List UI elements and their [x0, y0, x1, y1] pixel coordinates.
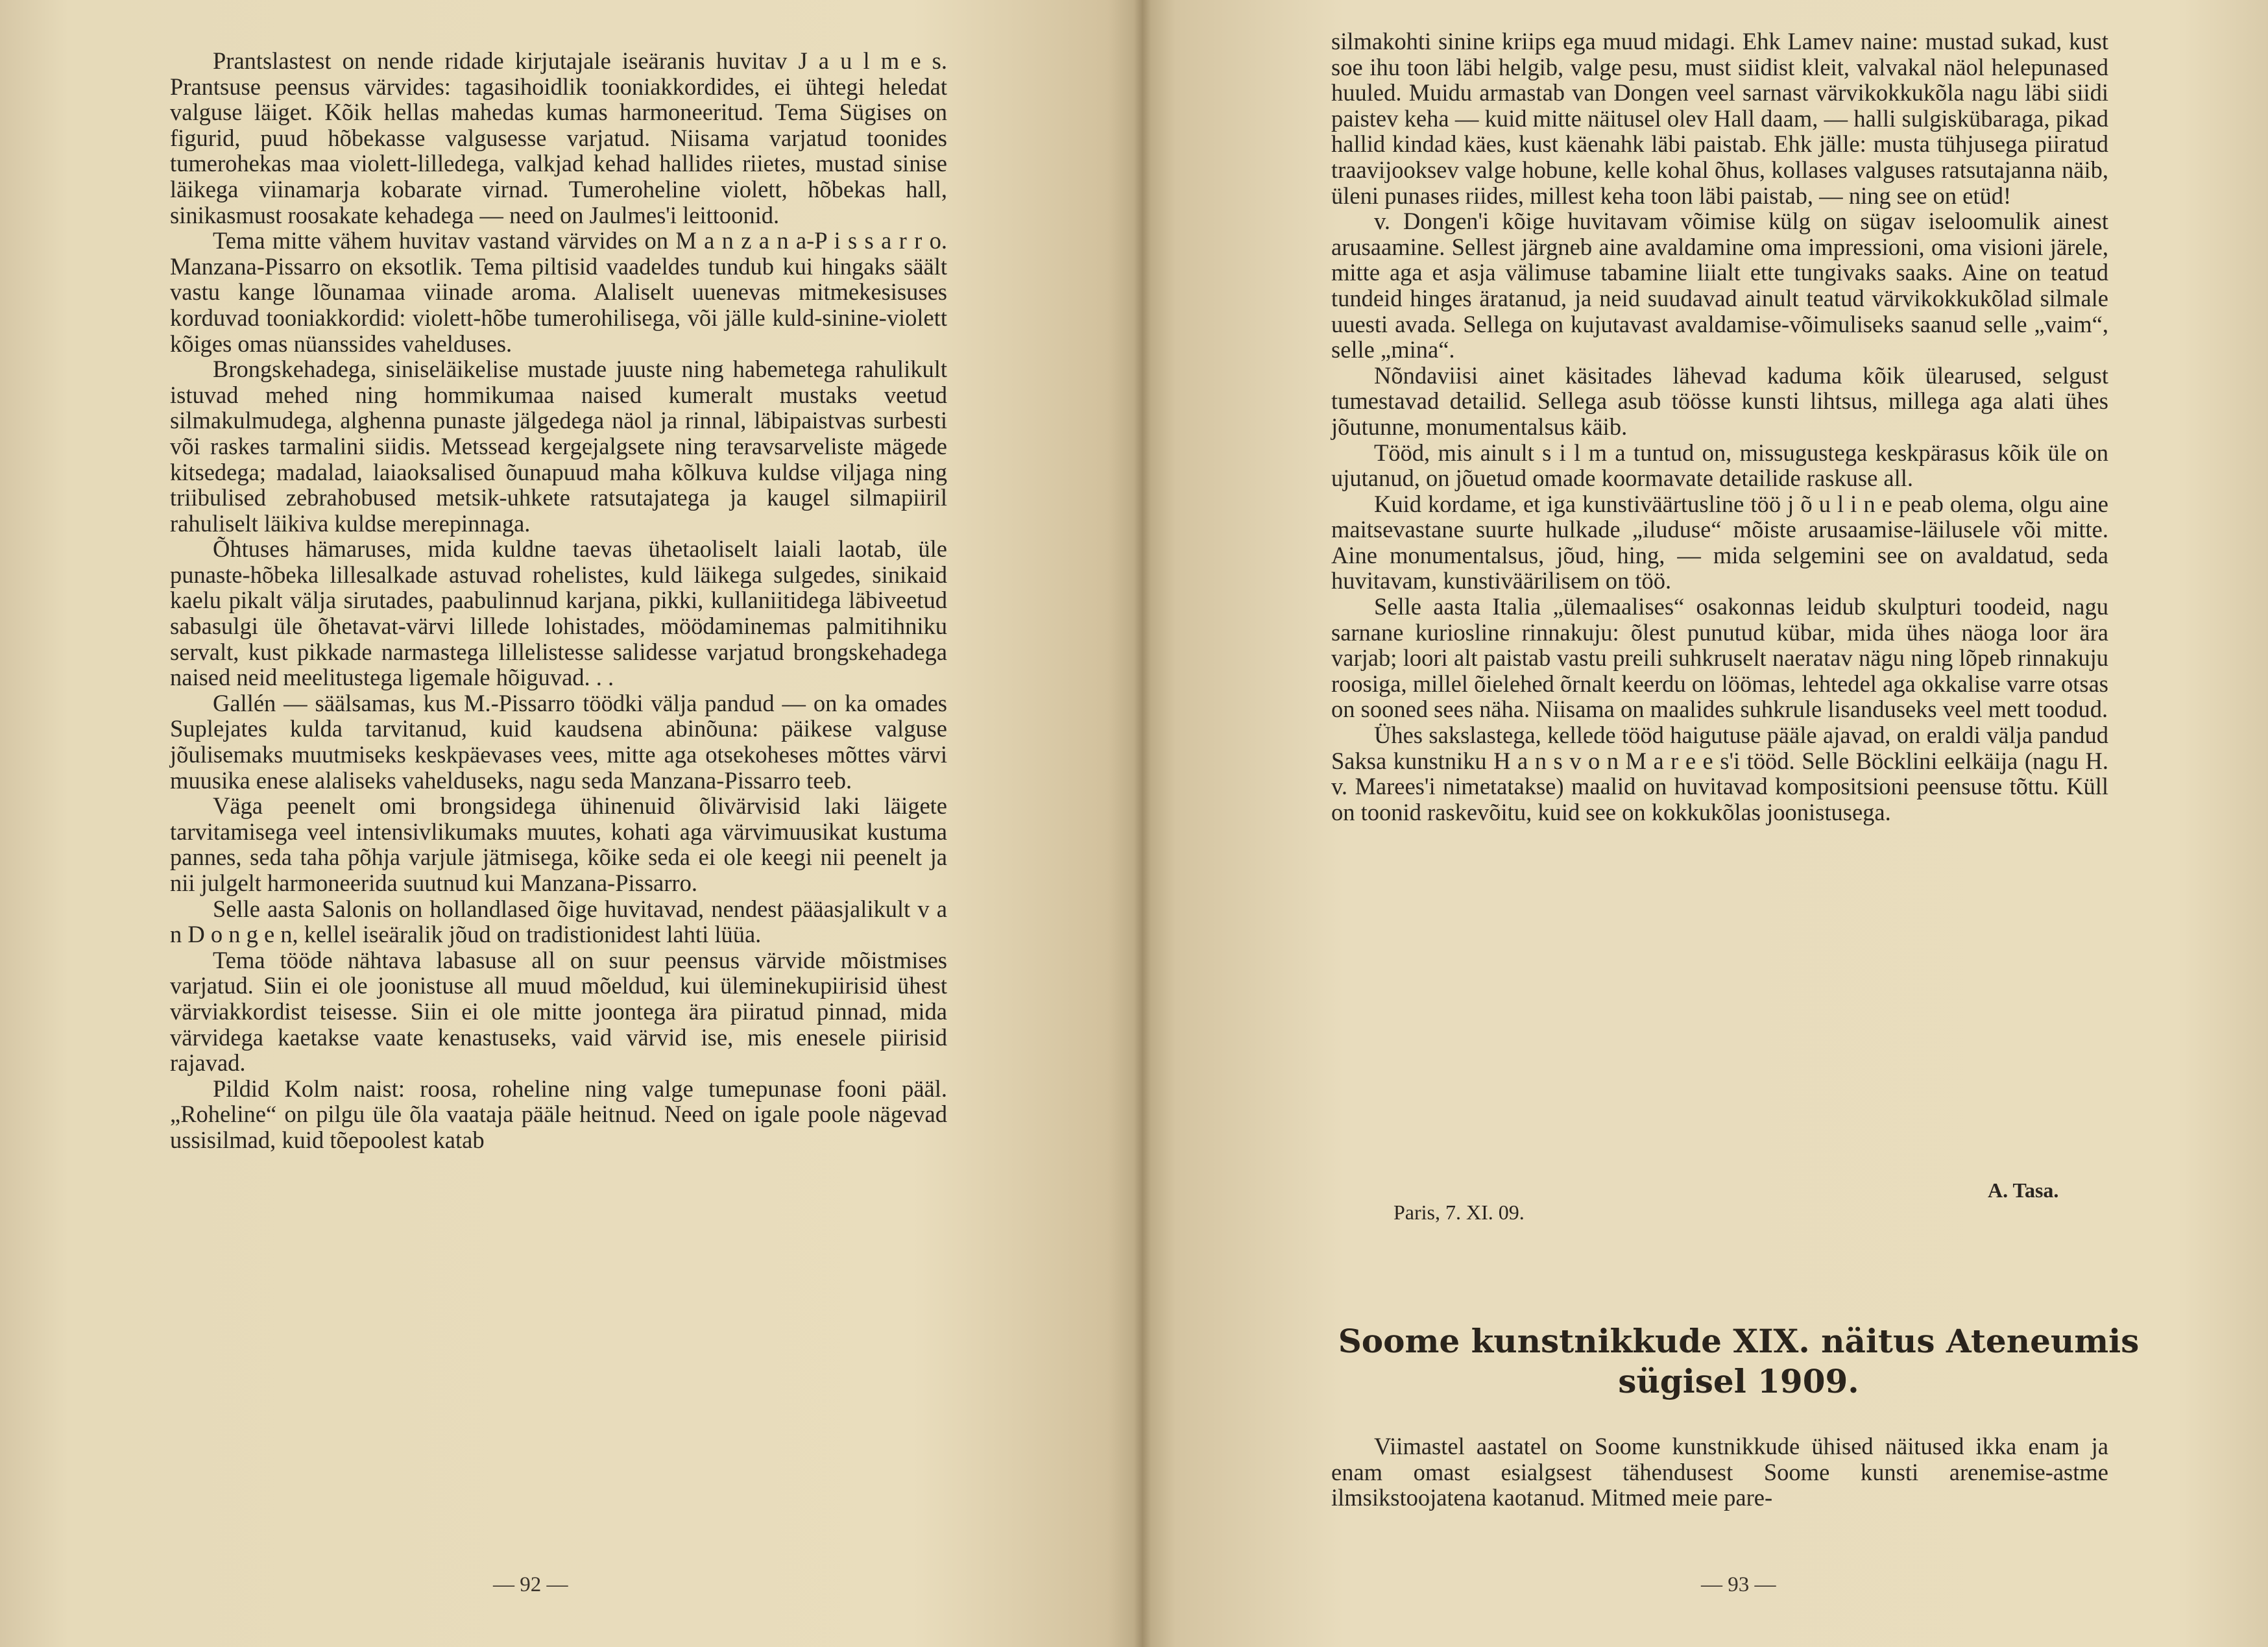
paragraph: Nõndaviisi ainet käsitades lähevad kaduma kõik ülearused, selgust tumestavad detailid. Sellega asub töösse kunsti lihtsus, millega aga alati ühes jõutunne, monumentalsus käib. [1331, 361, 2108, 440]
paragraph: Prantslastest on nende ridade kirjutajale iseäranis huvitav J a u l m e s. Prantsuse peensus värvides: tagasihoidlik tooniakkordides, ei ühtegi heledat valguse läiget. Kõik hellas mahedas kumas harmoneeritud. Tema Sügises on figurid, puud hõbekasse valgusesse varjatud. Niisama varjatud toonides tumerohekas maa violett-lilledega, valkjad kehad hallides riietes, mustad sinise läikega viinamarja kobarate virnad. Tumeroheline violett, hõbekas hall, sinikasmust roosakate kehadega — need on Jaulmes'i leittoonid. [170, 47, 947, 228]
author-signature: A. Tasa. [1988, 1178, 2059, 1202]
paragraph: Väga peenelt omi brongsidega ühinenuid õlivärvisid laki läigete tarvitamisega veel intensivlikumaks muutes, kohati aga värvimuusikat kustuma pannes, seda taha põhja varjule jätmisega, kõike seda ei ole keegi nii peenelt ja nii julgelt harmoneerida suutnud kui Manzana-Pissarro. [170, 792, 947, 896]
paragraph: silmakohti sinine kriips ega muud midagi. Ehk Lamev naine: mustad sukad, kust soe ihu toon läbi helgib, valge pesu, must siidist kleit, valvakal näol helepunased huuled. Muidu armastab van Dongen veel sarnast värvikokkukõla nagu läbi siidi paistev keha — kuid mitte näitusel olev Hall daam, — halli sulgiskübaraga, pikad hallid kindad käes, kust käenahk läbi paistab. Ehk jälle: musta tühjusega piiratud traavijooksev valge hobune, kelle kohal õhus, kollases valguses ratsutajanna näib, üleni punases riides, millest keha toon läbi paistab, — ning see on etüd! [1331, 28, 2108, 209]
paragraph: Viimastel aastatel on Soome kunstnikkude ühised näitused ikka enam ja enam omast esialgsest tähendusest Soome kunsti arenemise-astme ilmsikstoojatena kaotanud. Mitmed meie pare- [1331, 1433, 2108, 1511]
left-page-text [170, 48, 947, 1153]
right-page-text [1331, 29, 2108, 825]
paragraph: Kuid kordame, et iga kunstiväärtusline töö j õ u l i n e peab olema, olgu aine maitsevastane suurte hulkade „iluduse“ mõiste arusaamise-läilusele või mitte. Aine monumentalsus, jõud, hing, — mida selgemini see on avaldatud, seda huvitavam, kunstiväärilisem on töö. [1331, 490, 2108, 594]
dateline: Paris, 7. XI. 09. [1393, 1201, 1525, 1224]
paragraph: Tema tööde nähtava labasuse all on suur peensus värvide mõistmises varjatud. Siin ei ole joonistuse all muud mõeldud, kui üleminekupiirisid ühest värviakkordist teisesse. Siin ei ole mitte joontega ära piiratud pinnad, mida värvidega kaetakse vaate kenastuseks, vaid värvid ise, mis enesele piirisid rajavad. [170, 946, 947, 1077]
paragraph: Selle aasta Salonis on hollandlased õige huvitavad, nendest pääasjalikult v a n D o n g e n, kellel iseäralik jõud on tradistionidest lahti lüüa. [170, 895, 947, 948]
book-gutter [1134, 0, 1151, 1647]
article-heading: Soome kunstnikkude XIX. näitus Ateneumis sügisel 1909. [1338, 1322, 2140, 1400]
page-number: — 93 — [1701, 1573, 1776, 1596]
paragraph: v. Dongen'i kõige huvitavam võimise külg on sügav iseloomulik ainest arusaamine. Sellest järgneb aine avaldamine oma impressioni, oma visioni järele, mitte aga et asja välimuse tabamine liialt ette tungivaks saaks. Aine on teatud tundeid hinges äratanud, ja neid suudavad ainult teatud värvikokkukõlad silmale uuesti avada. Sellega on kujutavast avaldamise-võimuliseks saanud selle „vaim“, selle „mina“. [1331, 208, 2108, 363]
paragraph: Ühes sakslastega, kellede tööd haigutuse pääle ajavad, on eraldi välja pandud Saksa kunstniku H a n s v o n M a r e e s'i tööd. Selle Böcklini eelkäija (nagu H. v. Marees'i nimetatakse) maalid on huvitavad kompositsioni peensuse tõttu. Küll on toonid raskevõitu, kuid see on kokkukõlas joonistusega. [1331, 722, 2108, 825]
paragraph: Selle aasta Italia „ülemaalises“ osakonnas leidub skulpturi toodeid, nagu sarnane kuriosline rinnakuju: õlest punutud kübar, mida ühes näoga loor ära varjab; loori alt paistab vastu preili suhkruselt naeratav nägu ning lõpeb rinnakuju roosiga, millel õielehed õrnalt keerdu on löömas, lehtedel aga okkalise varre otsas on sooned sees näha. Niisama on maalides suhkrule lisanduseks veel mett toodud. [1331, 593, 2108, 723]
paragraph: Tööd, mis ainult s i l m a tuntud on, missugustega keskpärasus kõik üle on ujutanud, on jõuetud omade koormavate detailide raskuse all. [1331, 439, 2108, 492]
paragraph: Gallén — säälsamas, kus M.-Pissarro töödki välja pandud — on ka omades Suplejates kulda tarvitanud, kuid kaudsena abinõuna: päikese valguse jõulisemaks muutmiseks keskpäevases vees, mitte aga otsekoheses mõttes värvi muusika enese alaliseks vahelduseks, nagu seda Manzana-Pissarro teeb. [170, 689, 947, 794]
article-body [1331, 1434, 2108, 1511]
paragraph: Tema mitte vähem huvitav vastand värvides on M a n z a n a-P i s s a r r o. Manzana-Pissarro on eksotlik. Tema piltisid vaadeldes tundub kui hingaks säält vastu kange lõunamaa viinade aroma. Alaliselt uuenevas mitmekesisuses korduvad tooniakkordid: violett-hõbe tumerohilisega, või jälle kuld-sinine-violett kõiges omas nüanssides vahelduses. [170, 227, 947, 357]
paragraph: Õhtuses hämaruses, mida kuldne taevas ühetaoliselt laiali laotab, üle punaste-hõbeka lillesalkade astuvad rohelistes, kuld läikega sulgedes, sinikaid kaelu pikalt välja sirutades, paabulinnud karjana, pikki, kullaniitidega läbiveetud sabasulgi üle õhetavat-värvi lillede lohistades, möödaminemas palmitihniku servalt, kust pikkade narmastega lillelistesse salidesse varjatud brongskehadega naised neid meelitustega ligemale hõiguvad. . . [170, 535, 947, 691]
page-number: — 92 — [493, 1573, 568, 1596]
paragraph: Brongskehadega, siniseläikelise mustade juuste ning habemetega rahulikult istuvad mehed ning hommikumaa naised kumeralt mustaks veetud silmakulmudega, alghenna punaste jälgedega näol ja rinnal, läbipaistvas surbesti või raskes tarmalini siidis. Metssead kergejalgsete ning teravsarveliste mägede kitsedega; madalad, laiaoksalised õunapuud maha kõlkuva kuldse viljaga ning triibulised zebrahobused metsik-uhkete ratsutajatega ja kaugel silmapiiril rahuliselt läikiva kuldse merepinnaga. [170, 356, 947, 537]
paragraph: Pildid Kolm naist: roosa, roheline ning valge tumepunase fooni pääl. „Roheline“ on pilgu üle õla vaataja pääle heitnud. Need on igale poole nägevad ussisilmad, kuid tõepoolest katab [170, 1075, 947, 1153]
